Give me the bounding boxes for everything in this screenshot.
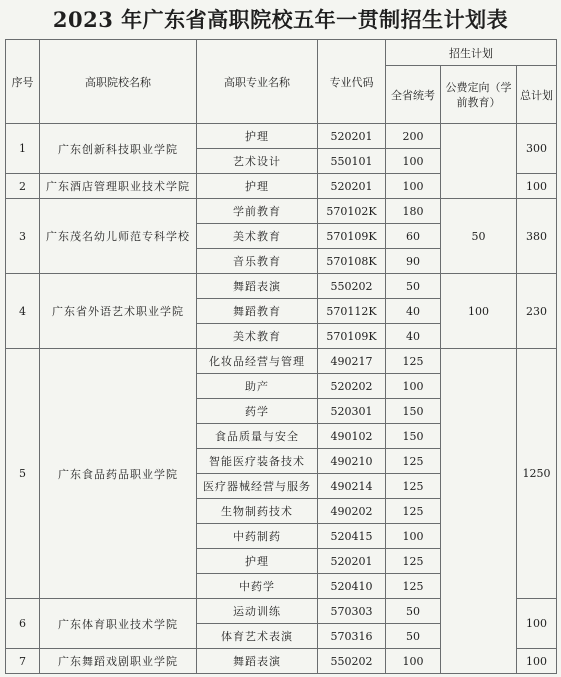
school-no: 5 bbox=[6, 349, 40, 599]
major-code: 520415 bbox=[318, 524, 386, 549]
major-quota: 60 bbox=[386, 224, 441, 249]
table-row bbox=[6, 274, 557, 299]
major-quota: 125 bbox=[386, 474, 441, 499]
public-quota: 100 bbox=[441, 274, 517, 349]
major-code: 520202 bbox=[318, 374, 386, 399]
major-quota: 180 bbox=[386, 199, 441, 224]
major-name: 舞蹈表演 bbox=[197, 649, 318, 674]
header-province: 全省统考 bbox=[386, 66, 441, 124]
header-plan-group: 招生计划 bbox=[386, 40, 557, 66]
major-quota: 150 bbox=[386, 399, 441, 424]
major-name: 化妆品经营与管理 bbox=[197, 349, 318, 374]
header-no: 序号 bbox=[6, 40, 40, 124]
school-no: 4 bbox=[6, 274, 40, 349]
major-name: 中药学 bbox=[197, 574, 318, 599]
major-name: 体育艺术表演 bbox=[197, 624, 318, 649]
major-code: 570102K bbox=[318, 199, 386, 224]
school-total: 380 bbox=[517, 199, 557, 274]
school-name: 广东体育职业技术学院 bbox=[40, 599, 197, 649]
page-title: 2023 年广东省高职院校五年一贯制招生计划表 bbox=[52, 7, 509, 32]
major-name: 助产 bbox=[197, 374, 318, 399]
enrollment-plan-table bbox=[5, 39, 557, 674]
school-no: 6 bbox=[6, 599, 40, 649]
major-quota: 150 bbox=[386, 424, 441, 449]
major-name: 生物制药技术 bbox=[197, 499, 318, 524]
major-code: 490217 bbox=[318, 349, 386, 374]
school-no: 2 bbox=[6, 174, 40, 199]
major-name: 智能医疗装备技术 bbox=[197, 449, 318, 474]
table-row bbox=[6, 349, 557, 374]
major-name: 护理 bbox=[197, 124, 318, 149]
major-name: 医疗器械经营与服务 bbox=[197, 474, 318, 499]
school-total: 300 bbox=[517, 124, 557, 174]
major-quota: 100 bbox=[386, 649, 441, 674]
major-name: 美术教育 bbox=[197, 324, 318, 349]
major-quota: 125 bbox=[386, 349, 441, 374]
school-no: 1 bbox=[6, 124, 40, 174]
public-cell-empty bbox=[441, 124, 517, 199]
school-name: 广东省外语艺术职业学院 bbox=[40, 274, 197, 349]
major-code: 490210 bbox=[318, 449, 386, 474]
table-row bbox=[6, 124, 557, 149]
major-name: 舞蹈表演 bbox=[197, 274, 318, 299]
school-name: 广东舞蹈戏剧职业学院 bbox=[40, 649, 197, 674]
major-code: 550202 bbox=[318, 274, 386, 299]
major-code: 570112K bbox=[318, 299, 386, 324]
major-code: 520201 bbox=[318, 549, 386, 574]
major-quota: 100 bbox=[386, 174, 441, 199]
major-name: 艺术设计 bbox=[197, 149, 318, 174]
major-name: 运动训练 bbox=[197, 599, 318, 624]
major-code: 570316 bbox=[318, 624, 386, 649]
major-code: 490214 bbox=[318, 474, 386, 499]
school-total: 230 bbox=[517, 274, 557, 349]
major-code: 520201 bbox=[318, 124, 386, 149]
major-quota: 125 bbox=[386, 574, 441, 599]
major-code: 570108K bbox=[318, 249, 386, 274]
major-quota: 50 bbox=[386, 599, 441, 624]
major-quota: 40 bbox=[386, 299, 441, 324]
major-code: 520201 bbox=[318, 174, 386, 199]
header-public: 公费定向（学前教育） bbox=[441, 66, 517, 124]
school-name: 广东酒店管理职业技术学院 bbox=[40, 174, 197, 199]
major-name: 舞蹈教育 bbox=[197, 299, 318, 324]
major-quota: 50 bbox=[386, 274, 441, 299]
table-row bbox=[6, 199, 557, 224]
major-name: 学前教育 bbox=[197, 199, 318, 224]
header-total: 总计划 bbox=[517, 66, 557, 124]
major-code: 520410 bbox=[318, 574, 386, 599]
major-quota: 125 bbox=[386, 499, 441, 524]
major-code: 570303 bbox=[318, 599, 386, 624]
school-total: 100 bbox=[517, 174, 557, 199]
major-name: 中药制药 bbox=[197, 524, 318, 549]
major-name: 美术教育 bbox=[197, 224, 318, 249]
major-code: 550202 bbox=[318, 649, 386, 674]
major-quota: 200 bbox=[386, 124, 441, 149]
major-code: 520301 bbox=[318, 399, 386, 424]
major-quota: 40 bbox=[386, 324, 441, 349]
major-quota: 125 bbox=[386, 549, 441, 574]
major-quota: 125 bbox=[386, 449, 441, 474]
header-major: 高职专业名称 bbox=[197, 40, 318, 124]
school-name: 广东创新科技职业学院 bbox=[40, 124, 197, 174]
major-code: 550101 bbox=[318, 149, 386, 174]
major-name: 药学 bbox=[197, 399, 318, 424]
major-quota: 100 bbox=[386, 524, 441, 549]
school-no: 7 bbox=[6, 649, 40, 674]
public-quota: 50 bbox=[441, 199, 517, 274]
school-total: 100 bbox=[517, 599, 557, 649]
major-code: 570109K bbox=[318, 224, 386, 249]
public-cell-empty bbox=[441, 349, 517, 674]
table-body bbox=[6, 124, 557, 674]
major-name: 护理 bbox=[197, 174, 318, 199]
school-name: 广东茂名幼儿师范专科学校 bbox=[40, 199, 197, 274]
major-quota: 100 bbox=[386, 374, 441, 399]
major-code: 490202 bbox=[318, 499, 386, 524]
school-total: 100 bbox=[517, 649, 557, 674]
major-code: 490102 bbox=[318, 424, 386, 449]
school-total: 1250 bbox=[517, 349, 557, 599]
header-school: 高职院校名称 bbox=[40, 40, 197, 124]
major-quota: 100 bbox=[386, 149, 441, 174]
school-no: 3 bbox=[6, 199, 40, 274]
school-name: 广东食品药品职业学院 bbox=[40, 349, 197, 599]
major-name: 食品质量与安全 bbox=[197, 424, 318, 449]
major-quota: 50 bbox=[386, 624, 441, 649]
major-quota: 90 bbox=[386, 249, 441, 274]
major-name: 护理 bbox=[197, 549, 318, 574]
major-code: 570109K bbox=[318, 324, 386, 349]
header-code: 专业代码 bbox=[318, 40, 386, 124]
major-name: 音乐教育 bbox=[197, 249, 318, 274]
